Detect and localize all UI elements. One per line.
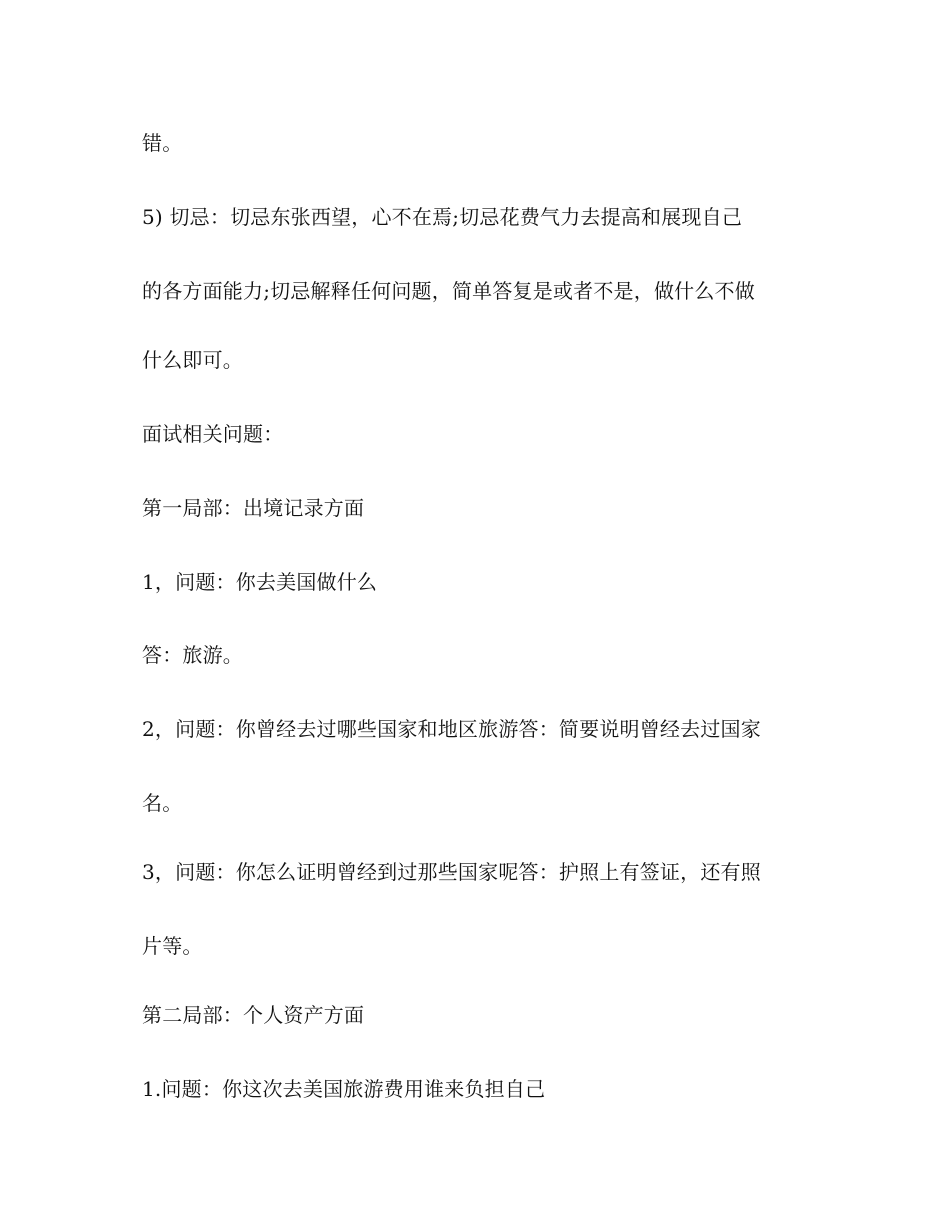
question-line: 1.问题：你这次去美国旅游费用谁来负担自己 — [142, 1077, 546, 1101]
text-line: 名。 — [142, 791, 183, 815]
answer-line: 答：旅游。 — [142, 643, 243, 667]
question-line: 3，问题：你怎么证明曾经到过那些国家呢答：护照上有签证，还有照 — [142, 860, 761, 884]
section-heading: 第二局部：个人资产方面 — [142, 1003, 365, 1027]
section-heading: 第一局部：出境记录方面 — [142, 496, 365, 520]
text-line: 5) 切忌：切忌东张西望，心不在焉;切忌花费气力去提高和展现自己 — [142, 205, 743, 229]
text-line: 什么即可。 — [142, 348, 243, 372]
question-line: 2，问题：你曾经去过哪些国家和地区旅游答：简要说明曾经去过国家 — [142, 717, 761, 741]
text-line: 的各方面能力;切忌解释任何问题，简单答复是或者不是，做什么不做 — [142, 279, 755, 303]
text-line: 片等。 — [142, 934, 203, 958]
section-heading: 面试相关问题： — [142, 422, 284, 446]
question-line: 1，问题：你去美国做什么 — [142, 570, 378, 594]
text-line: 错。 — [142, 131, 183, 155]
